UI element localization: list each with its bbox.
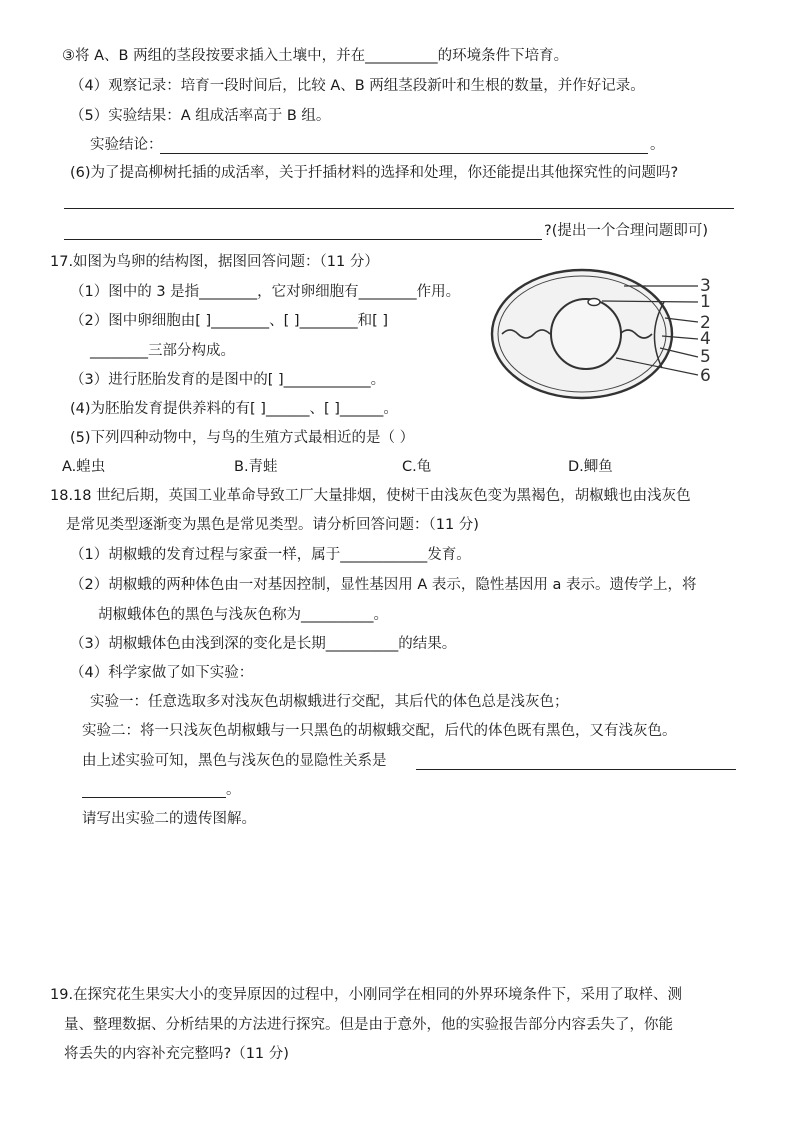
genetic-diagram-prompt: 请写出实验二的遗传图解。: [82, 811, 256, 827]
dominance-blank-2: [82, 797, 226, 798]
observation-text: （4）观察记录：培育一段时间后，比较 A、B 两组茎段新叶和生根的数量，并作好记录。: [70, 78, 645, 94]
q18-sub-1: （1）胡椒蛾的发育过程与家蚕一样，属于____________发育。: [70, 547, 471, 563]
option-c: C.龟: [402, 459, 432, 475]
option-b: B.青蛙: [234, 459, 278, 475]
option-a: A.蝗虫: [62, 459, 106, 475]
question-6-text: (6)为了提高柳树托插的成活率，关于扦插材料的选择和处理，你还能提出其他探究性的问题吗?: [70, 165, 679, 181]
question-19-cont-2: 将丢失的内容补充完整吗?（11 分): [64, 1046, 289, 1062]
q17-sub-4: (4)为胚胎发育提供养料的有[ ]______、[ ]______。: [70, 401, 398, 417]
answer-line-2: [64, 239, 542, 240]
q17-sub-3: （3）进行胚胎发育的是图中的[ ]____________。: [70, 372, 386, 388]
label-1: 1: [700, 292, 711, 312]
dominance-blank-1: [416, 769, 736, 770]
label-5: 5: [700, 347, 711, 367]
label-2: 2: [700, 313, 711, 333]
label-6: 6: [700, 366, 711, 386]
label-4: 4: [700, 329, 711, 349]
question-19-cont-1: 量、整理数据、分析结果的方法进行探究。但是由于意外，他的实验报告部分内容丢失了，你能: [64, 1017, 673, 1033]
q17-sub-2b: ________三部分构成。: [90, 343, 235, 359]
germinal-disc: [588, 299, 600, 306]
question-18-title-cont: 是常见类型逐渐变为黑色是常见类型。请分析回答问题：（11 分): [66, 517, 479, 533]
step-3-text: ③将 A、B 两组的茎段按要求插入土壤中，并在__________的环境条件下培育。: [62, 48, 569, 64]
yolk: [551, 299, 621, 369]
q18-sub-2: （2）胡椒蛾的两种体色由一对基因控制，显性基因用 A 表示，隐性基因用 a 表示。遗传学上，将: [70, 577, 697, 593]
answer-line-1: [64, 208, 734, 209]
question-19-title: 19.在探究花生果实大小的变异原因的过程中，小刚同学在相同的外界环境条件下，采用了取样、测: [50, 987, 683, 1003]
question-18-title: 18.18 世纪后期，英国工业革命导致工厂大量排烟，使树干由浅灰色变为黑褐色，胡椒蛾也由浅灰色: [50, 488, 691, 504]
experiment-1: 实验一：任意选取多对浅灰色胡椒蛾进行交配，其后代的体色总是浅灰色；: [90, 694, 569, 710]
conclusion-blank: [160, 153, 648, 154]
result-text: （5）实验结果：A 组成活率高于 B 组。: [70, 108, 331, 124]
answer-hint: ?(提出一个合理问题即可): [544, 223, 709, 239]
dominance-question: 由上述实验可知，黑色与浅灰色的显隐性关系是: [82, 753, 387, 769]
option-d: D.鲫鱼: [568, 459, 613, 475]
experiment-2: 实验二：将一只浅灰色胡椒蛾与一只黑色的胡椒蛾交配，后代的体色既有黑色，又有浅灰色。: [82, 723, 677, 739]
conclusion-end: 。: [650, 137, 665, 153]
conclusion-label: 实验结论：: [90, 137, 163, 153]
q17-sub-1: （1）图中的 3 是指________，它对卵细胞有________作用。: [70, 284, 461, 300]
q18-sub-4: （4）科学家做了如下实验：: [70, 665, 254, 681]
q18-sub-3: （3）胡椒蛾体色由浅到深的变化是长期__________的结果。: [70, 636, 457, 652]
bird-egg-diagram: [490, 262, 730, 407]
dominance-end: 。: [226, 782, 241, 798]
q17-sub-5: (5)下列四种动物中，与鸟的生殖方式最相近的是（ ）: [70, 430, 415, 446]
q17-sub-2: （2）图中卵细胞由[ ]________、[ ]________和[ ]: [70, 313, 388, 329]
question-17-title: 17.如图为鸟卵的结构图，据图回答问题：（11 分）: [50, 254, 379, 270]
label-3: 3: [700, 276, 711, 296]
q18-sub-2b: 胡椒蛾体色的黑色与浅灰色称为__________。: [98, 607, 388, 623]
